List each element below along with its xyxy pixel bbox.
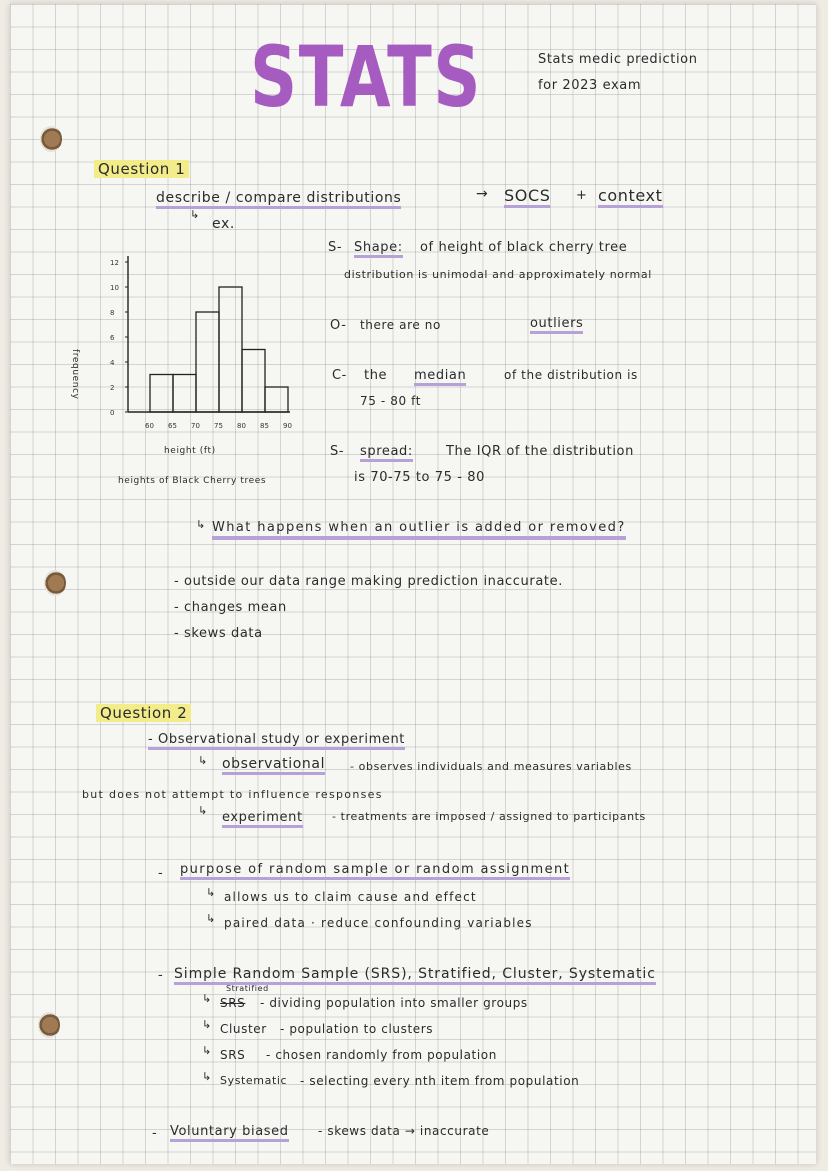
x-axis-label: height (ft): [164, 446, 216, 456]
dash-bullet: -: [152, 1126, 158, 1141]
bullet-changes-mean: - changes mean: [174, 600, 287, 615]
y-tick-label: 2: [110, 384, 115, 392]
outlier-prefix: O-: [330, 318, 347, 333]
bullet-skews: - skews data: [174, 626, 263, 641]
spread-text-2: is 70-75 to 75 - 80: [354, 470, 486, 485]
shape-text-1: of height of black cherry tree: [420, 240, 628, 255]
center-text-b: of the distribution is: [504, 368, 638, 382]
allows-line: allows us to claim cause and effect: [224, 890, 477, 904]
srs-label: SRS: [220, 1048, 246, 1062]
y-axis-label: frequency: [70, 349, 80, 400]
shape-text-2: distribution is unimodal and approximately normal: [344, 268, 652, 281]
dash-bullet: -: [158, 866, 164, 881]
context-label: context: [598, 186, 663, 208]
spread-text-1: The IQR of the distribution: [446, 444, 634, 459]
center-text-2: 75 - 80 ft: [360, 394, 422, 408]
strat-arrow-icon: ↳: [202, 992, 212, 1005]
srs-arrow-icon: ↳: [202, 1044, 212, 1057]
subtitle-line1: Stats medic prediction: [538, 52, 698, 67]
obs-arrow-icon: ↳: [198, 754, 208, 767]
paired-line: paired data · reduce confounding variables: [224, 916, 533, 930]
plus-sign: +: [576, 188, 588, 203]
y-tick-label: 12: [110, 259, 119, 267]
voluntary-text: - skews data → inaccurate: [318, 1124, 490, 1138]
x-tick-label: 70: [191, 422, 200, 430]
subtitle-line2: for 2023 exam: [538, 78, 642, 93]
x-tick-label: 80: [237, 422, 246, 430]
obs-or-experiment: - Observational study or experiment: [148, 732, 405, 750]
binder-hole: [44, 570, 66, 596]
exp-arrow-icon: ↳: [198, 804, 208, 817]
center-prefix: C-: [332, 368, 347, 383]
purpose-line: purpose of random sample or random assignment: [180, 862, 570, 880]
paired-arrow-icon: ↳: [206, 912, 216, 925]
binder-hole: [40, 126, 62, 152]
bullet-outside: - outside our data range making prediction inaccurate.: [174, 574, 563, 589]
sys-arrow-icon: ↳: [202, 1070, 212, 1083]
x-tick-label: 65: [168, 422, 177, 430]
allows-arrow-icon: ↳: [206, 886, 216, 899]
histogram-bar: [265, 387, 288, 412]
y-tick-label: 10: [110, 284, 119, 292]
histogram-bar: [196, 312, 219, 412]
histogram-bar: [242, 350, 265, 413]
y-tick-label: 4: [110, 359, 115, 367]
histogram-chart: [88, 248, 318, 438]
strat-text: - dividing population into smaller groups: [260, 996, 528, 1010]
what-happens-question: What happens when an outlier is added or removed?: [212, 520, 626, 540]
spread-label: spread:: [360, 444, 413, 462]
voluntary-biased: Voluntary biased: [170, 1124, 289, 1142]
dash-bullet: -: [158, 968, 164, 983]
chart-caption: heights of Black Cherry trees: [118, 476, 267, 486]
srs-text: - chosen randomly from population: [266, 1048, 497, 1062]
socs-label: SOCS: [504, 186, 550, 208]
systematic-label: Systematic: [220, 1074, 288, 1087]
but-does-not-line: but does not attempt to influence responses: [82, 788, 383, 801]
outlier-text: there are no: [360, 318, 441, 332]
y-tick-label: 6: [110, 334, 115, 342]
describe-compare: describe / compare distributions: [156, 190, 401, 209]
question-2-heading: Question 2: [96, 704, 191, 722]
observational-label: observational: [222, 756, 325, 775]
what-arrow-icon: ↳: [196, 518, 206, 531]
experiment-label: experiment: [222, 810, 303, 828]
center-text-a: the: [364, 368, 388, 383]
sub-arrow-icon: ↳: [190, 208, 200, 221]
example-label: ex.: [212, 216, 235, 232]
strat-struck-label: SRS: [220, 996, 246, 1010]
systematic-text: - selecting every nth item from population: [300, 1074, 580, 1088]
cluster-text: - population to clusters: [280, 1022, 434, 1036]
stratified-correction: Stratified: [226, 984, 269, 993]
histogram-bar: [150, 375, 173, 413]
notebook-page: [10, 4, 816, 1164]
page-title: STATS: [250, 28, 483, 126]
x-tick-label: 60: [145, 422, 154, 430]
median-word: median: [414, 368, 466, 386]
histogram-bar: [173, 375, 196, 413]
y-tick-label: 8: [110, 309, 115, 317]
x-tick-label: 85: [260, 422, 269, 430]
cluster-arrow-icon: ↳: [202, 1018, 212, 1031]
x-tick-label: 75: [214, 422, 223, 430]
sampling-methods: Simple Random Sample (SRS), Stratified, Cluster, Systematic: [174, 966, 656, 985]
histogram-bar: [219, 287, 242, 412]
cluster-label: Cluster: [220, 1022, 267, 1036]
arrow-icon: →: [476, 186, 489, 202]
x-tick-label: 90: [283, 422, 292, 430]
question-1-heading: Question 1: [94, 160, 189, 178]
observational-text: - observes individuals and measures variables: [350, 760, 632, 773]
shape-prefix: S-: [328, 240, 343, 255]
binder-hole: [38, 1012, 60, 1038]
spread-prefix: S-: [330, 444, 345, 459]
outliers-word: outliers: [530, 316, 583, 334]
y-tick-label: 0: [110, 409, 115, 417]
shape-label: Shape:: [354, 240, 403, 258]
experiment-text: - treatments are imposed / assigned to participants: [332, 810, 646, 823]
